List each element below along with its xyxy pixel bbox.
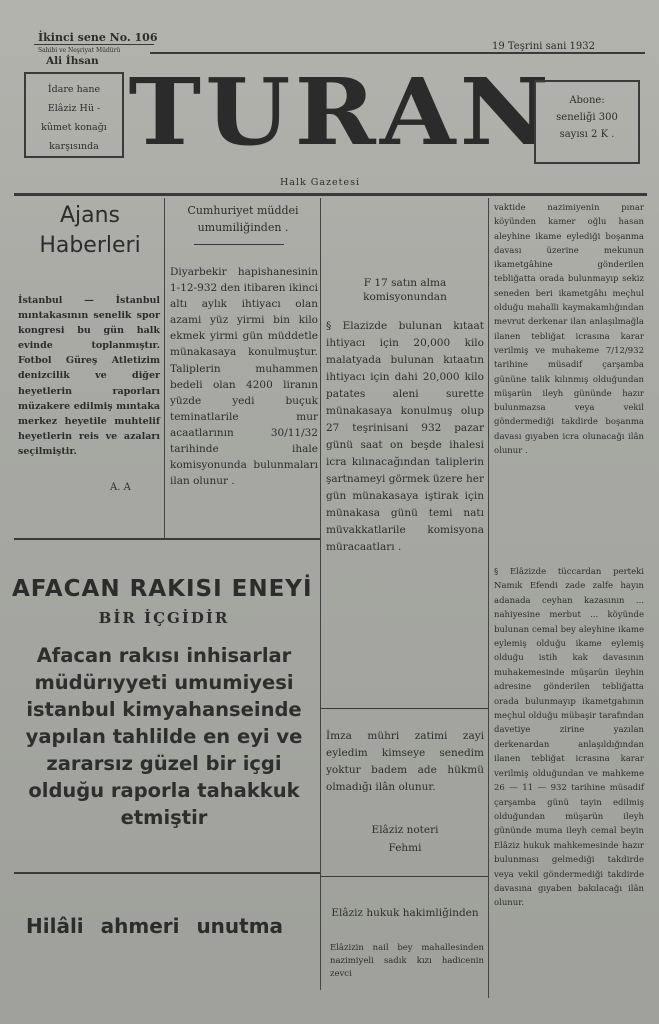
masthead-title: TURAN: [128, 58, 554, 166]
ad-body-line: Afacan rakısı inhisarlar: [36, 644, 292, 667]
header-rule: [34, 44, 154, 45]
procurement-body: § Elazizde bulunan kıtaat ihtiyacı için 20,000 kilo malatyada bulunan kıtaatın ihtiyacı için dahi 20,000 kilo patates aleni surette münakasaya konulmuş olup 27 teşrinisani 932 pazar günü saat on beşde ihalesi icra kılınacağından taliplerin şartnameyi görmek üzere her gün münakasaya iştirak için münakasa günü temi natı müvakkatlarile komisyona müracaatları .: [326, 320, 484, 553]
news-signoff: A. A: [110, 482, 131, 493]
prosecutor-heading: Cumhuriyet müddei umumiliğinden .: [187, 204, 299, 234]
notary-name: Fehmi: [388, 842, 422, 854]
ad-body-line: etmiştir: [120, 806, 208, 829]
column-divider: [164, 198, 165, 540]
prosecutor-body: Diyarbekir hapishanesinin 1-12-932 den itibaren ikinci altı aylık ihtiyacı olan azami yüz yirmi bin kilo ekmek yirmi gün müddetle münakasaya konulmuştur. Taliplerin muhammen bedeli olan 4200 liranın yüzde yedi buçuk teminatlarile mur acaatlarının 30/11/32 tarihinde ihale komisyonunda bulunmaları ilan olunur .: [170, 266, 318, 488]
section-rule: [14, 538, 320, 540]
subtitle: Halk Gazetesi: [280, 177, 360, 188]
court-heading: Elâziz hukuk hakimliğinden: [331, 907, 479, 919]
issue-number: İkinci sene No. 106: [38, 31, 158, 44]
subscription-line: seneliği 300: [556, 112, 618, 123]
notary-notice: İmza mühri zatimi zayi eyledim kimseye senedim yoktur badem ade hükmü olmadığı ilân olunur.: [326, 730, 484, 793]
section-rule: [320, 876, 488, 877]
admin-address-box: [24, 72, 124, 158]
ad-headline: AFACAN RAKISI ENEYİ: [12, 576, 313, 602]
subscription-line: sayısı 2 K .: [559, 129, 615, 140]
notary-place: Elâziz noteri: [371, 824, 439, 836]
procurement-heading: F 17 satın alma komisyonundan: [363, 277, 447, 303]
section-rule: [320, 708, 488, 709]
court-notice-1: vaktide nazimiyenin pınar köyünden kamer oğlu hasan aleyhine ikame eylediği boşanma davası üzerine mekunun ikametgâhine gönderilen tebliğatta orada bulunmayıp sekiz seneden beri ikametgâhı meçhul olduğu mahalli kaymakamlığından mevrut derkenar ilan anlaşılmağla ilanen tebliğat icrasına karar verilmiş ve muhakeme 7/12/932 tarihine müsadif çarşamba gününe talik kılınmış olduğundan müşarün ileyh gününde hazır bulunmazsa veya vekil göndermediği takdirde boşanma davası gıyaben icra olunacağı ilân olunur .: [494, 203, 644, 457]
section-rule: [14, 872, 320, 874]
news-body: İstanbul — İstanbul mıntakasının senelik spor kongresi bu gün halk evinde toplanmıştır. Fotbol Güreş Atletizim denizcilik ve diğer heyetlerin raporları müzakere edilmiş mıntaka merkez heyetile muhtelif heyetlerin reis ve azaları seçilmiştir.: [18, 295, 160, 457]
news-headline-line: Haberleri: [39, 233, 141, 258]
court-notice-2: § Elâzizde tüccardan perteki Namık Efendi zade zalfe hayın adanada ceyhan kazasının ... nahiyesine merbut ... köyünde bulunan cemal bey aleyhine ikame eylemiş olduğu ikame eylemiş olduğu istih kak davasının muhakemesinde müşarün ileyhin adresine gönderilen tebliğatta orada bulunmayıp ikametgahının meçhul olduğu mübaşir tarafından davetiye zirine yazılan derkenardan anlaşıldığından ilanen tebliğat icrasına karar verilmiş olduğundan ve mahkeme 26 — 11 — 932 tarihine müsadif çarşamba günü tayin edilmiş olduğundan müşarün ileyh gününde muma ileyh cemal beyin Elâziz hukuk mahkemesinde hazır bulunması gelmediği takdirde veya vekil göndermediği takdirde davasına gıyaben bakılacağı ilân olunur.: [494, 567, 644, 909]
admin-line: karşısında: [49, 141, 99, 152]
ad-body-line: zararsız güzel bir içgi: [46, 752, 282, 775]
ad-subhead: BİR İÇGİDİR: [98, 609, 230, 627]
admin-line: İdare hane: [47, 84, 101, 95]
admin-line: kûmet konağı: [41, 122, 107, 133]
owner-name: Ali İhsan: [46, 55, 99, 67]
court-body: Elâzizin nail bey mahallesinden nazimiyeli sadık kızı hadicenin zevci: [330, 943, 484, 979]
issue-date: 19 Teşrini sani 1932: [492, 41, 596, 52]
column-divider: [488, 198, 489, 998]
masthead-rule: [14, 193, 647, 196]
column-divider: [320, 198, 321, 990]
news-headline: [18, 201, 162, 261]
ad-body-line: müdürıyyeti umumiyesi: [34, 671, 294, 694]
subscription-box: [534, 80, 640, 164]
footer-slogan: Hilâli ahmeri unutma: [26, 914, 284, 938]
ad-body-line: yapılan tahlilde en eyi ve: [25, 725, 303, 748]
subscription-line: Abone:: [569, 95, 605, 106]
ad-body: [12, 642, 316, 831]
news-headline-line: Ajans: [59, 203, 121, 228]
ad-body-line: olduğu raporla tahakkuk: [28, 779, 300, 802]
owner-caption: Sahibi ve Neşriyat Müdürü: [38, 47, 121, 54]
heading-rule: [194, 244, 284, 245]
admin-line: Elâziz Hü -: [47, 103, 101, 114]
ad-body-line: istanbul kimyahanseinde: [26, 698, 302, 721]
header-top-rule: [150, 52, 645, 54]
